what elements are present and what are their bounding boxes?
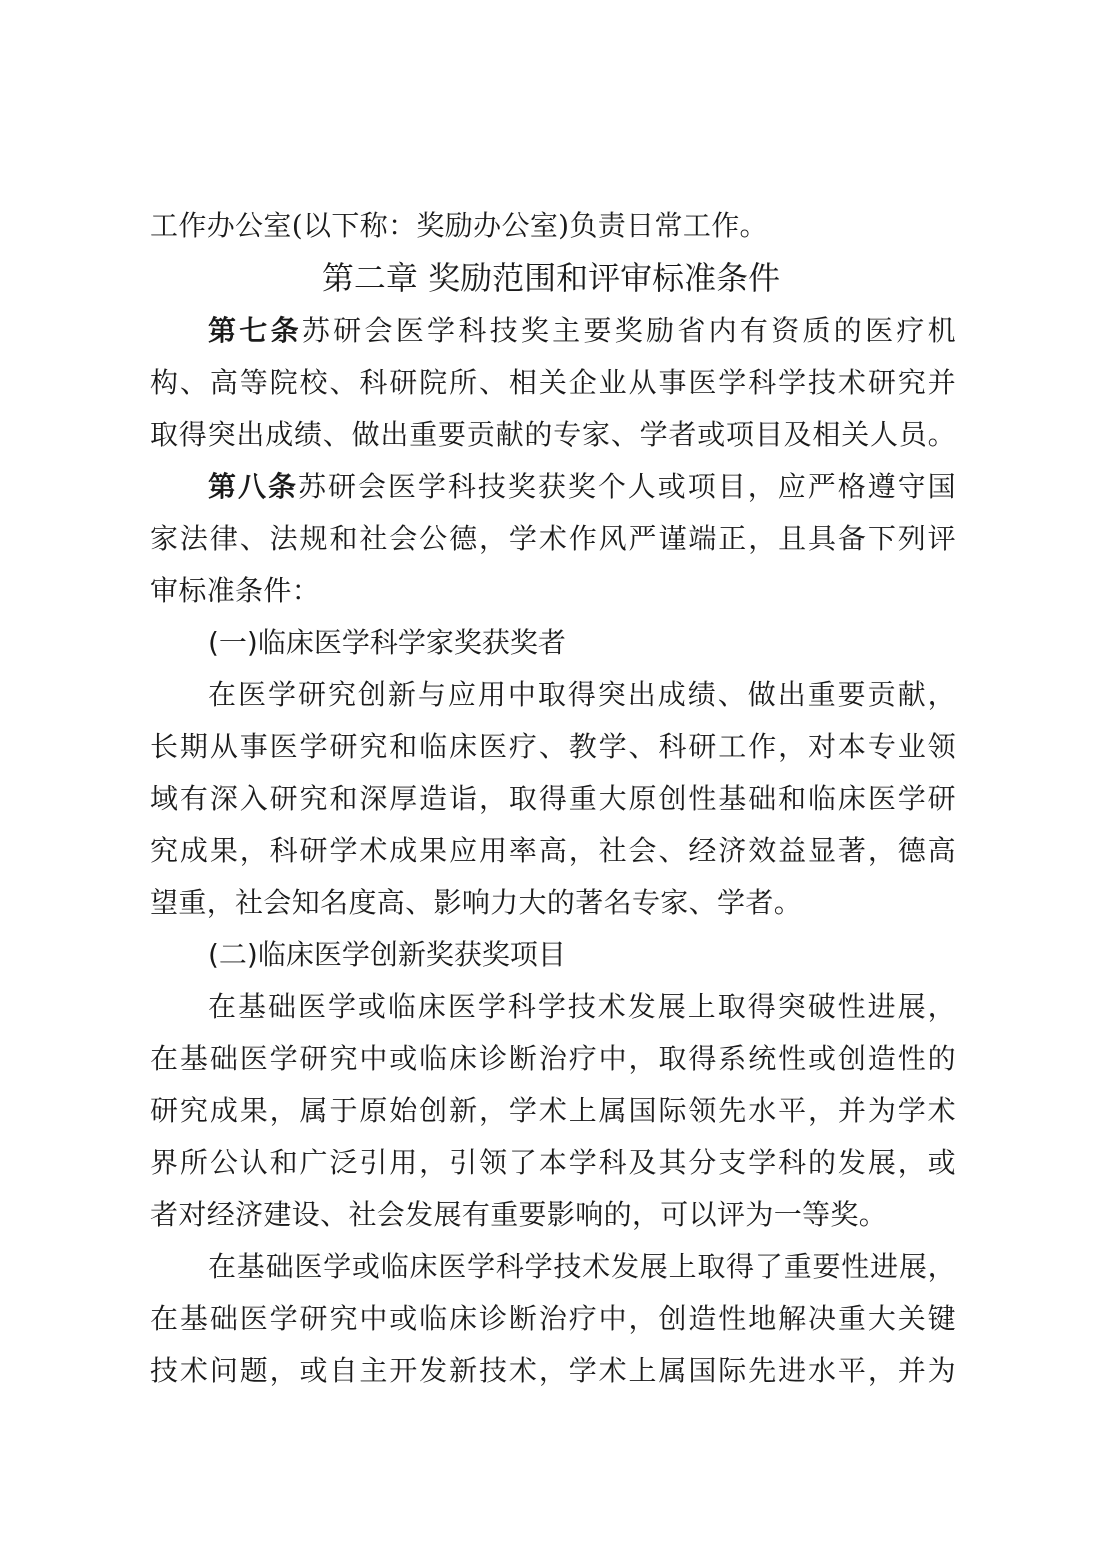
section-1-line-1: 在医学研究创新与应用中取得突出成绩、做出重要贡献， xyxy=(208,678,956,711)
chapter-title: 第二章 奖励范围和评审标准条件 xyxy=(321,259,781,297)
article-7-label: 第七条 xyxy=(208,314,302,347)
section-2-para-1-line-4: 界所公认和广泛引用，引领了本学科及其分支学科的发展，或 xyxy=(150,1146,956,1179)
article-8-line-2: 家法律、法规和社会公德，学术作风严谨端正，且具备下列评 xyxy=(150,522,956,555)
article-7-text-1: 苏研会医学科技奖主要奖励省内有资质的医疗机 xyxy=(301,314,956,347)
section-2-para-1-line-5: 者对经济建设、社会发展有重要影响的，可以评为一等奖。 xyxy=(150,1198,888,1231)
section-2-para-2-line-2: 在基础医学研究中或临床诊断治疗中，创造性地解决重大关键 xyxy=(150,1302,956,1335)
section-2-para-1-line-2: 在基础医学研究中或临床诊断治疗中，取得系统性或创造性的 xyxy=(150,1042,956,1075)
section-2-para-2-line-3: 技术问题，或自主开发新技术，学术上属国际先进水平，并为 xyxy=(150,1354,956,1387)
article-8-label: 第八条 xyxy=(208,470,298,503)
article-8-text-1: 苏研会医学科技奖获奖个人或项目，应严格遵守国 xyxy=(297,470,956,503)
section-1-line-5: 望重，社会知名度高、影响力大的著名专家、学者。 xyxy=(150,886,803,919)
section-2-para-2-line-1: 在基础医学或临床医学科学技术发展上取得了重要性进展， xyxy=(208,1250,956,1283)
section-1-line-4: 究成果，科研学术成果应用率高，社会、经济效益显著，德高 xyxy=(150,834,956,867)
section-1-line-3: 域有深入研究和深厚造诣，取得重大原创性基础和临床医学研 xyxy=(150,782,956,815)
article-7-line-3: 取得突出成绩、做出重要贡献的专家、学者或项目及相关人员。 xyxy=(150,418,956,451)
section-1-line-2: 长期从事医学研究和临床医疗、教学、科研工作，对本专业领 xyxy=(150,730,956,763)
continuation-line: 工作办公室(以下称：奖励办公室)负责日常工作。 xyxy=(150,209,768,242)
section-1-heading: (一)临床医学科学家奖获奖者 xyxy=(208,626,566,659)
section-2-para-1-line-3: 研究成果，属于原始创新，学术上属国际领先水平，并为学术 xyxy=(150,1094,956,1127)
article-8-line-3: 审标准条件： xyxy=(150,574,321,607)
article-7-line-1 xyxy=(208,305,956,357)
article-7-line-2: 构、高等院校、科研院所、相关企业从事医学科学技术研究并 xyxy=(150,366,956,399)
section-2-para-1-line-1: 在基础医学或临床医学科学技术发展上取得突破性进展， xyxy=(208,990,956,1023)
section-2-heading: (二)临床医学创新奖获奖项目 xyxy=(208,938,566,971)
article-8-line-1 xyxy=(208,461,956,513)
